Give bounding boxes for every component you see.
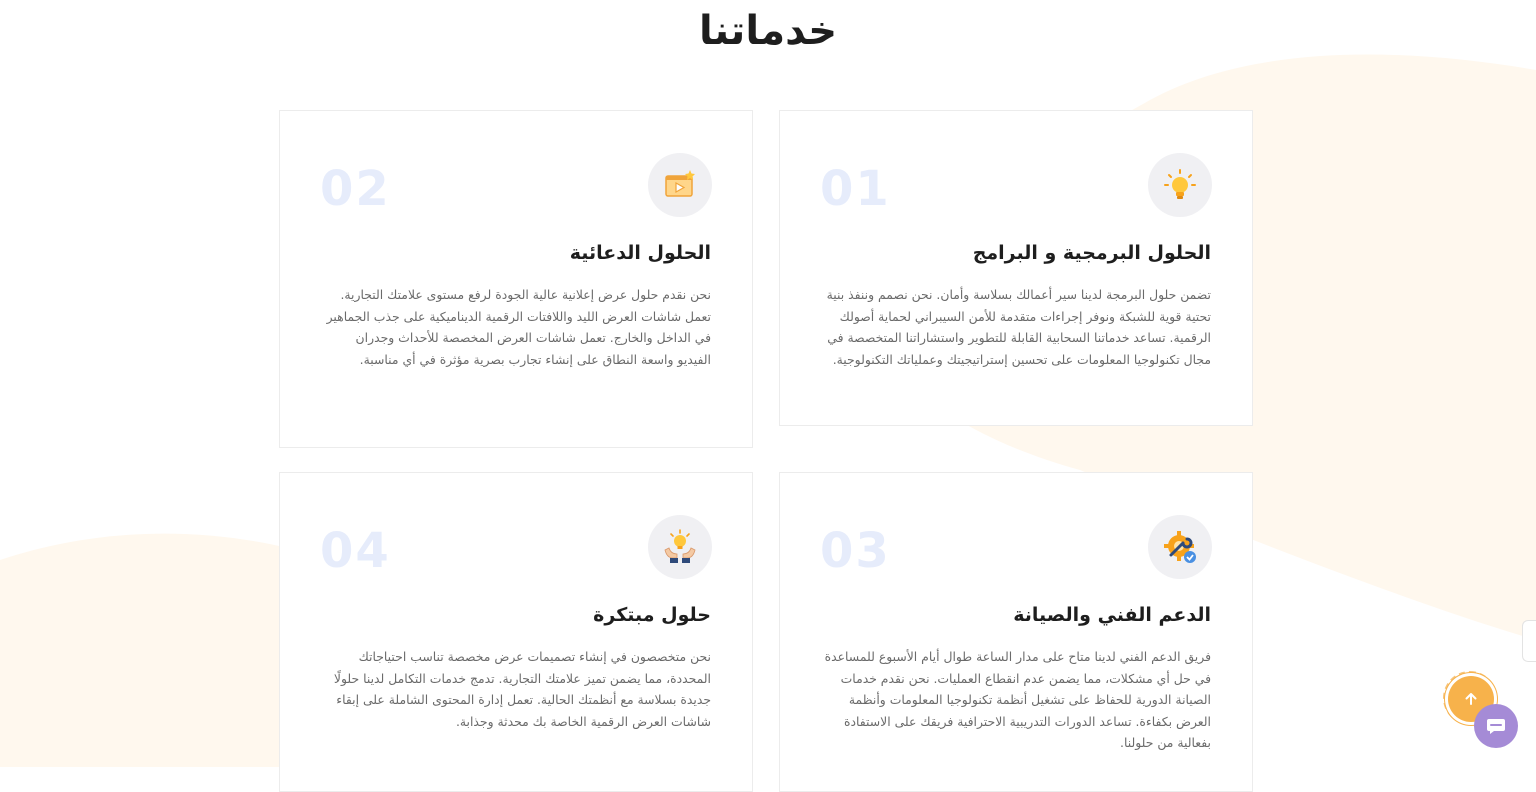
- lightbulb-icon: [1162, 167, 1198, 203]
- service-number: 04: [320, 523, 391, 579]
- service-title: الدعم الفني والصيانة: [1013, 604, 1211, 626]
- service-number: 01: [820, 161, 891, 217]
- page-title: خدماتنا: [698, 8, 838, 54]
- service-card-innovative: [279, 472, 753, 792]
- service-card-software: [779, 110, 1253, 426]
- service-title: حلول مبتكرة: [593, 604, 711, 626]
- service-description: تضمن حلول البرمجة لدينا سير أعمالك بسلاسة وأمان. نحن نصمم وننفذ بنية تحتية قوية للشبكة ونوفر إجراءات متقدمة للأمن السيبراني لحماية أصولك الرقمية. تساعد خدماتنا السحابية القابلة للتطوير واستشاراتنا المتخصصة في مجال تكنولوجيا المعلومات على تحسين إستراتيجيتك وعملياتك التكنولوجية.: [826, 287, 1211, 367]
- service-number: 03: [820, 523, 891, 579]
- service-title: الحلول الدعائية: [569, 242, 711, 264]
- hands-idea-icon: [661, 528, 699, 566]
- service-card-support: [779, 472, 1253, 792]
- service-icon-container: [648, 153, 712, 217]
- service-card-advertising: [279, 110, 753, 448]
- arrow-up-icon: [1463, 691, 1479, 707]
- chat-button[interactable]: [1474, 704, 1518, 748]
- service-icon-container: [1148, 153, 1212, 217]
- service-title: الحلول البرمجية و البرامج: [972, 242, 1211, 264]
- service-number: 02: [320, 161, 391, 217]
- chat-bubble-icon: [1485, 715, 1507, 737]
- service-description: فريق الدعم الفني لدينا متاح على مدار الساعة طوال أيام الأسبوع للمساعدة في حل أي مشكلات، مما يضمن عدم انقطاع العمليات. نحن نقدم خدمات الصيانة الدورية للحفاظ على تشغيل أنظمة تكنولوجيا المعلومات وأنظمة العرض بكفاءة. تساعد الدورات التدريبية الاحترافية فريقك على الاستفادة بفعالية من حلولنا.: [824, 649, 1211, 750]
- video-ad-icon: [662, 167, 698, 203]
- service-icon-container: [1148, 515, 1212, 579]
- service-icon-container: [648, 515, 712, 579]
- gear-wrench-icon: [1161, 528, 1199, 566]
- service-description: نحن متخصصون في إنشاء تصميمات عرض مخصصة تناسب احتياجاتك المحددة، مما يضمن تميز علامتك التجارية. تدمج خدمات التكامل لدينا حلولًا جديدة بسلاسة مع أنظمتك الحالية. تعمل إدارة المحتوى الشاملة على إبقاء شاشات العرض الرقمية الخاصة بك محدثة وجذابة.: [333, 649, 711, 729]
- side-tab[interactable]: [1522, 620, 1536, 662]
- service-description: نحن نقدم حلول عرض إعلانية عالية الجودة لرفع مستوى علامتك التجارية. تعمل شاشات العرض الليد واللافتات الرقمية الديناميكية على جذب الجماهير في الداخل والخارج. تعمل شاشات العرض المخصصة للأحداث وجدران الفيديو واسعة النطاق على إنشاء تجارب بصرية مؤثرة في أي مناسبة.: [326, 287, 711, 367]
